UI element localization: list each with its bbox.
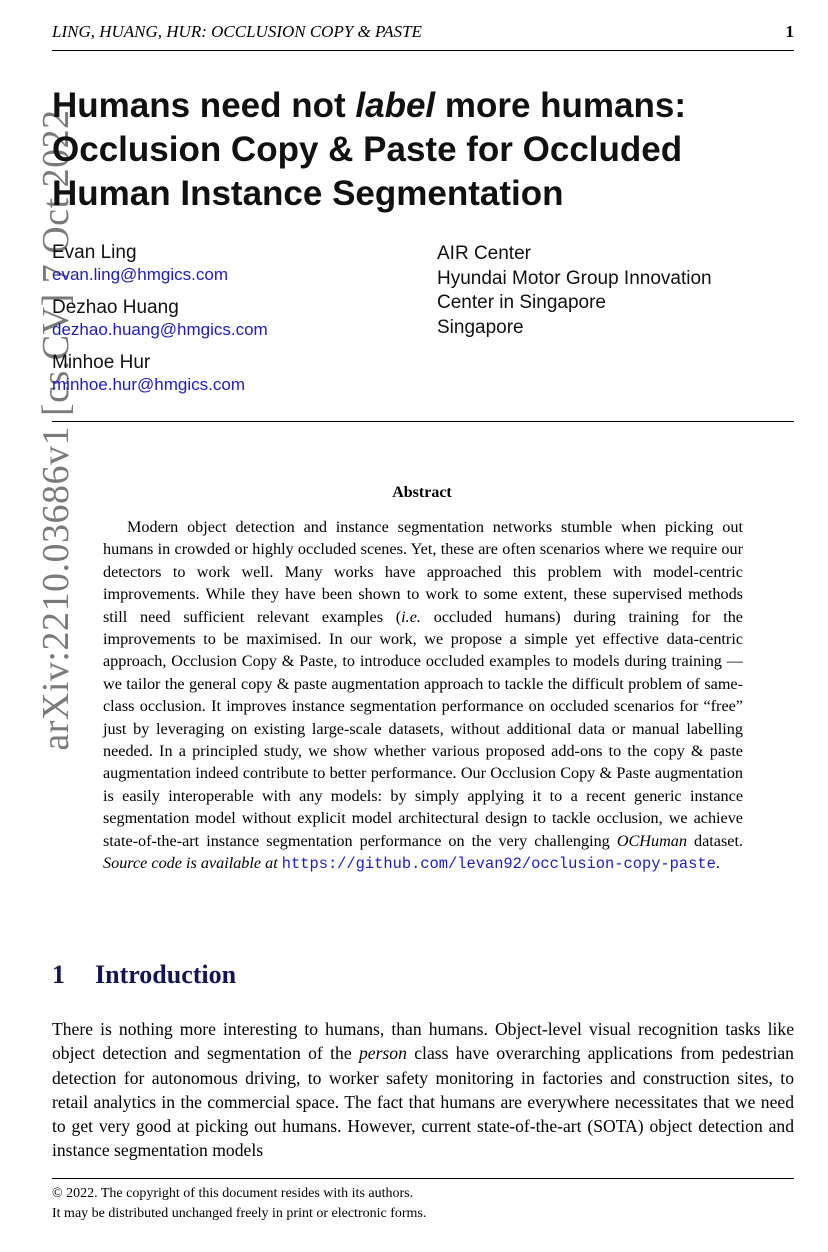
source-code-note: Source code is available at: [103, 854, 278, 873]
title-line-2: Occlusion Copy & Paste for Occluded: [52, 130, 683, 169]
author-list: [52, 242, 382, 407]
dataset-name: OCHuman: [616, 831, 687, 850]
page-number: 1: [785, 22, 794, 41]
footnote-divider: [52, 1178, 794, 1179]
arxiv-identifier-stamp: arXiv:2210.03686v1 [cs.CV] 7 Oct 2022: [35, 109, 77, 751]
author-name: Minhoe Hur: [52, 352, 151, 373]
author-block: [52, 297, 382, 341]
author-email-link[interactable]: evan.ling@hmgics.com: [52, 265, 228, 284]
introduction-text: There is nothing more interesting to humans, than humans. Object-level visual recognition tasks like object detection and segmentation of the person class have overarching applications from pedestrian detection for autonomous driving, to worker safety monitoring in factories and construction sites, to retail analytics in the commercial space. The fact that humans are everywhere necessitates that we need to get very good at picking out humans. However, current state-of-the-art (SOTA) object detection and instance segmentation models: [52, 1019, 794, 1161]
source-code-link[interactable]: https://github.com/levan92/occlusion-copy-paste: [281, 855, 716, 874]
affiliation: [437, 242, 797, 340]
header-divider: [52, 421, 794, 422]
author-name: Evan Ling: [52, 242, 137, 263]
title-emphasis: label: [355, 86, 436, 125]
section-title: Introduction: [95, 960, 237, 989]
affiliation-line: Singapore: [437, 316, 524, 338]
running-header: [52, 20, 794, 51]
author-name: Dezhao Huang: [52, 297, 179, 318]
author-block: [52, 242, 382, 286]
author-email-link[interactable]: dezhao.huang@hmgics.com: [52, 320, 268, 339]
footnote-line: © 2022. The copyright of this document resides with its authors.: [52, 1186, 414, 1201]
affiliation-line: AIR Center: [437, 243, 531, 264]
affiliation-line: Hyundai Motor Group Innovation: [437, 267, 712, 289]
author-email-link[interactable]: minhoe.hur@hmgics.com: [52, 375, 245, 394]
footnote-line: It may be distributed unchanged freely in print or electronic forms.: [52, 1205, 427, 1221]
person-class: person: [358, 1043, 407, 1064]
section-heading-introduction: [52, 960, 236, 990]
running-title: LING, HUANG, HUR: OCCLUSION COPY & PASTE: [52, 22, 422, 41]
title-line-3: Human Instance Segmentation: [52, 174, 564, 213]
abstract-heading: Abstract: [392, 484, 452, 501]
author-block: [52, 352, 382, 396]
abstract-text: Modern object detection and instance segmentation networks stumble when picking out humans in crowded or highly occluded scenes. Yet, these are often scenarios where we require our detectors to work well. Many works have approached this problem with model-centric improvements. While they have been shown to work to some extent, these supervised methods still need sufficient relevant examples (i.e. occluded humans) during training for the improvements to be maximised. In our work, we propose a simple yet effective data-centric approach, Occlusion Copy & Paste, to introduce occluded examples to models during training — we tailor the general copy & paste augmentation approach to tackle the difficult problem of same-class occlusion. It improves instance segmentation performance on occluded scenarios for “free” just by leveraging on existing large-scale datasets, without additional data or manual labelling needed. In a principled study, we show whether various proposed add-ons to the copy & paste augmentation indeed contribute to better performance. Our Occlusion Copy & Paste augmentation is easily interoperable with any models: by simply applying it to a recent generic instance segmentation model without explicit model architectural design to tackle occlusion, we achieve state-of-the-art instance segmentation performance on the very challenging OCHuman dataset. Source code is available at https://github.com/levan92/occlusion-copy-paste.: [103, 518, 743, 874]
copyright-footnote: [52, 1184, 794, 1223]
section-number: 1: [52, 960, 65, 989]
paper-title: [52, 84, 792, 216]
affiliation-line: Center in Singapore: [437, 292, 606, 313]
title-line-1: Humans need not label more humans:: [52, 86, 687, 125]
